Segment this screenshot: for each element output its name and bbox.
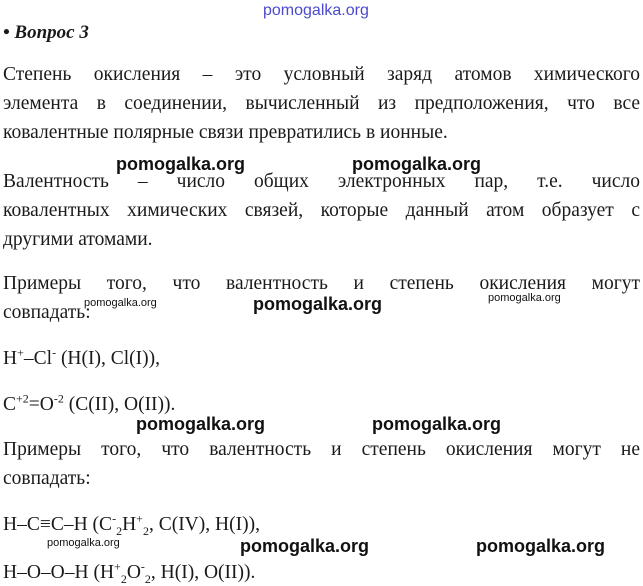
formula-co-a-charge: +2 [16, 391, 29, 406]
para2-line2: ковалентных химических связей, которые данный атом образует с [3, 200, 640, 221]
formula-co-b: =O [28, 394, 54, 415]
para1-line3: ковалентные полярные связи превратились в ионные. [3, 122, 448, 143]
formula-peroxide-a-index: 2 [120, 571, 127, 586]
formula-hcl-a-charge: + [17, 345, 24, 360]
formula-hcl-b-charge: - [52, 345, 57, 360]
formula-peroxide-b-index: 2 [144, 571, 151, 586]
formula-peroxide-b-charge: - [140, 559, 145, 574]
watermark: pomogalka.org [352, 154, 482, 174]
watermark: pomogalka.org [488, 292, 561, 304]
formula-acetylene-a-charge: - [112, 511, 117, 526]
formula-acetylene-valences: , C(IV), H(I)), [148, 514, 260, 535]
formula-acetylene-b-charge: + [136, 511, 143, 526]
formula-acetylene-b-index: 2 [142, 523, 149, 538]
formula-peroxide-valences: , H(I), O(II)). [150, 562, 256, 583]
formula-acetylene-b: H [122, 514, 137, 535]
watermark: pomogalka.org [136, 414, 266, 434]
para4-line2: совпадать: [3, 468, 91, 489]
formula-peroxide-a-charge: + [114, 559, 121, 574]
watermark: pomogalka.org [240, 536, 370, 556]
question-heading: • Вопрос 3 [3, 22, 89, 43]
formula-hcl-b: –Cl [23, 348, 53, 369]
para3-line1: Примеры того, что валентность и степень окисления могут [3, 273, 640, 294]
formula-hcl [3, 347, 160, 371]
formula-co-a: C [3, 394, 17, 415]
formula-acetylene-a: H–C≡C–H (C [3, 514, 113, 535]
para2-line3: другими атомами. [3, 229, 153, 250]
para1-line2: элемента в соединении, вычисленный из предположения, что все [3, 93, 640, 114]
formula-co-valences: (C(II), O(II)). [63, 394, 176, 415]
formula-acetylene-a-index: 2 [116, 523, 123, 538]
para4-line1: Примеры того, что валентность и степень окисления могут не [3, 439, 640, 460]
formula-peroxide-a: H–O–O–H (H [3, 562, 115, 583]
para2-line1: Валентность – число общих электронных пар, т.е. число [3, 171, 640, 192]
formula-co-b-charge: -2 [53, 391, 64, 406]
formula-acetylene [3, 513, 260, 537]
watermark: pomogalka.org [47, 537, 120, 549]
watermark: pomogalka.org [476, 536, 606, 556]
para1-line1: Степень окисления – это условный заряд атомов химического [3, 64, 640, 85]
watermark: pomogalka.org [372, 414, 502, 434]
watermark: pomogalka.org [253, 294, 383, 314]
watermark-top: pomogalka.org [263, 2, 369, 19]
watermark: pomogalka.org [116, 154, 246, 174]
para3-line2: совпадать: [3, 302, 91, 323]
formula-hcl-valences: (H(I), Cl(I)), [56, 348, 161, 369]
watermark: pomogalka.org [84, 297, 157, 309]
formula-hcl-a: H [3, 348, 18, 369]
formula-peroxide [3, 561, 255, 585]
formula-peroxide-b: O [126, 562, 141, 583]
